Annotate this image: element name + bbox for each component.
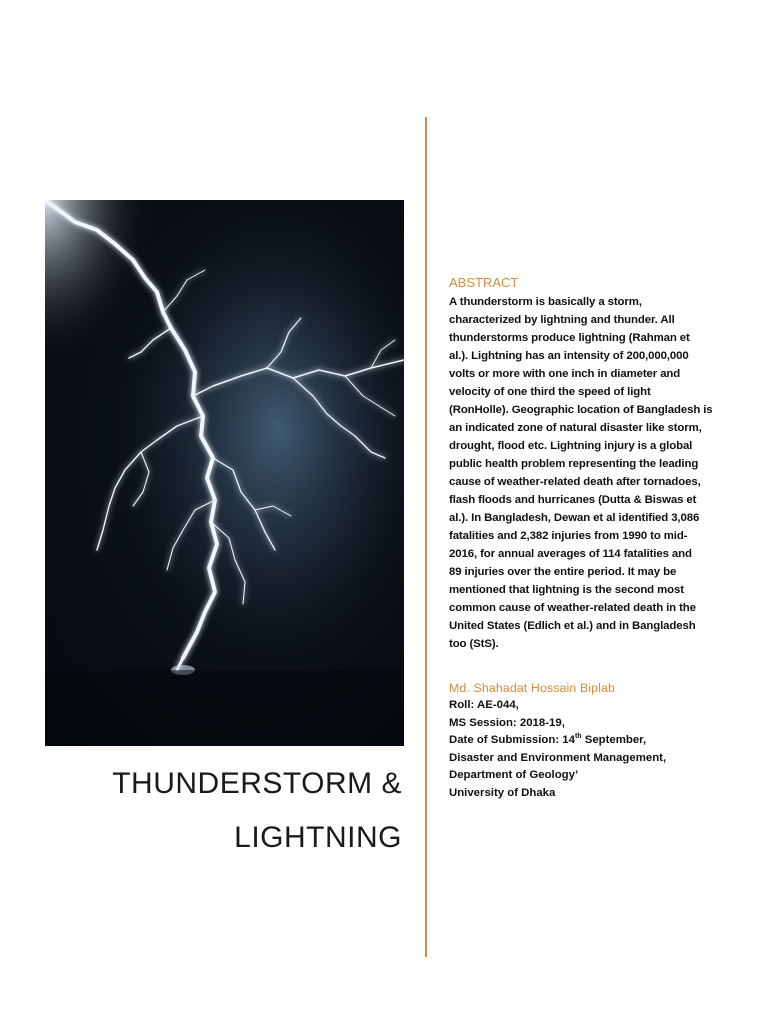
- lightning-photo: [45, 200, 404, 746]
- abstract-line: common cause of weather-related death in the: [449, 602, 696, 614]
- abstract-line: United States (Edlich et al.) and in Bangladesh: [449, 620, 696, 632]
- author-name: Md. Shahadat Hossain Biplab: [449, 681, 615, 695]
- abstract-section: [449, 275, 729, 653]
- abstract-line: drought, flood etc. Lightning injury is a global: [449, 440, 693, 452]
- submission-date-suffix: September,: [581, 734, 647, 747]
- abstract-line: cause of weather-related death after tornadoes,: [449, 476, 701, 488]
- abstract-line: too (StS).: [449, 638, 499, 650]
- abstract-line: an indicated zone of natural disaster like storm,: [449, 422, 702, 434]
- submission-date: [449, 732, 739, 750]
- abstract-line: thunderstorms produce lightning (Rahman et: [449, 332, 690, 344]
- abstract-line: velocity of one third the speed of light: [449, 386, 651, 398]
- lightning-bolt-illustration: [45, 200, 404, 746]
- abstract-line: public health problem representing the leading: [449, 458, 699, 470]
- abstract-body: [449, 293, 729, 653]
- abstract-line: flash floods and hurricanes (Dutta & Biswas et: [449, 494, 697, 506]
- vertical-divider: [425, 117, 427, 957]
- abstract-line: characterized by lightning and thunder. All: [449, 314, 675, 326]
- department: Department of Geology’: [449, 769, 579, 782]
- abstract-line: 2016, for annual averages of 114 fatalities and: [449, 548, 692, 560]
- abstract-line: al.). Lightning has an intensity of 200,000,000: [449, 350, 689, 362]
- abstract-line: A thunderstorm is basically a storm,: [449, 296, 642, 308]
- abstract-line: mentioned that lightning is the second most: [449, 584, 684, 596]
- roll-number: Roll: AE-044,: [449, 699, 519, 711]
- document-title-line-1: THUNDERSTORM &: [112, 767, 402, 800]
- university: University of Dhaka: [449, 786, 556, 799]
- abstract-line: al.). In Bangladesh, Dewan et al identified 3,086: [449, 512, 700, 524]
- abstract-line: volts or more with one inch in diameter and: [449, 368, 681, 380]
- abstract-heading: ABSTRACT: [449, 275, 519, 290]
- abstract-line: fatalities and 2,382 injuries from 1990 to mid-: [449, 530, 688, 542]
- session: MS Session: 2018-19,: [449, 716, 565, 729]
- abstract-line: 89 injuries over the entire period. It may be: [449, 566, 677, 578]
- submission-date-prefix: Date of Submission: 14: [449, 734, 575, 747]
- document-title-line-2: LIGHTNING: [234, 821, 402, 854]
- abstract-line: (RonHolle). Geographic location of Bangladesh is: [449, 404, 713, 416]
- submission-date-ordinal: th: [574, 733, 582, 741]
- program: Disaster and Environment Management,: [449, 751, 667, 764]
- author-info: [449, 681, 739, 803]
